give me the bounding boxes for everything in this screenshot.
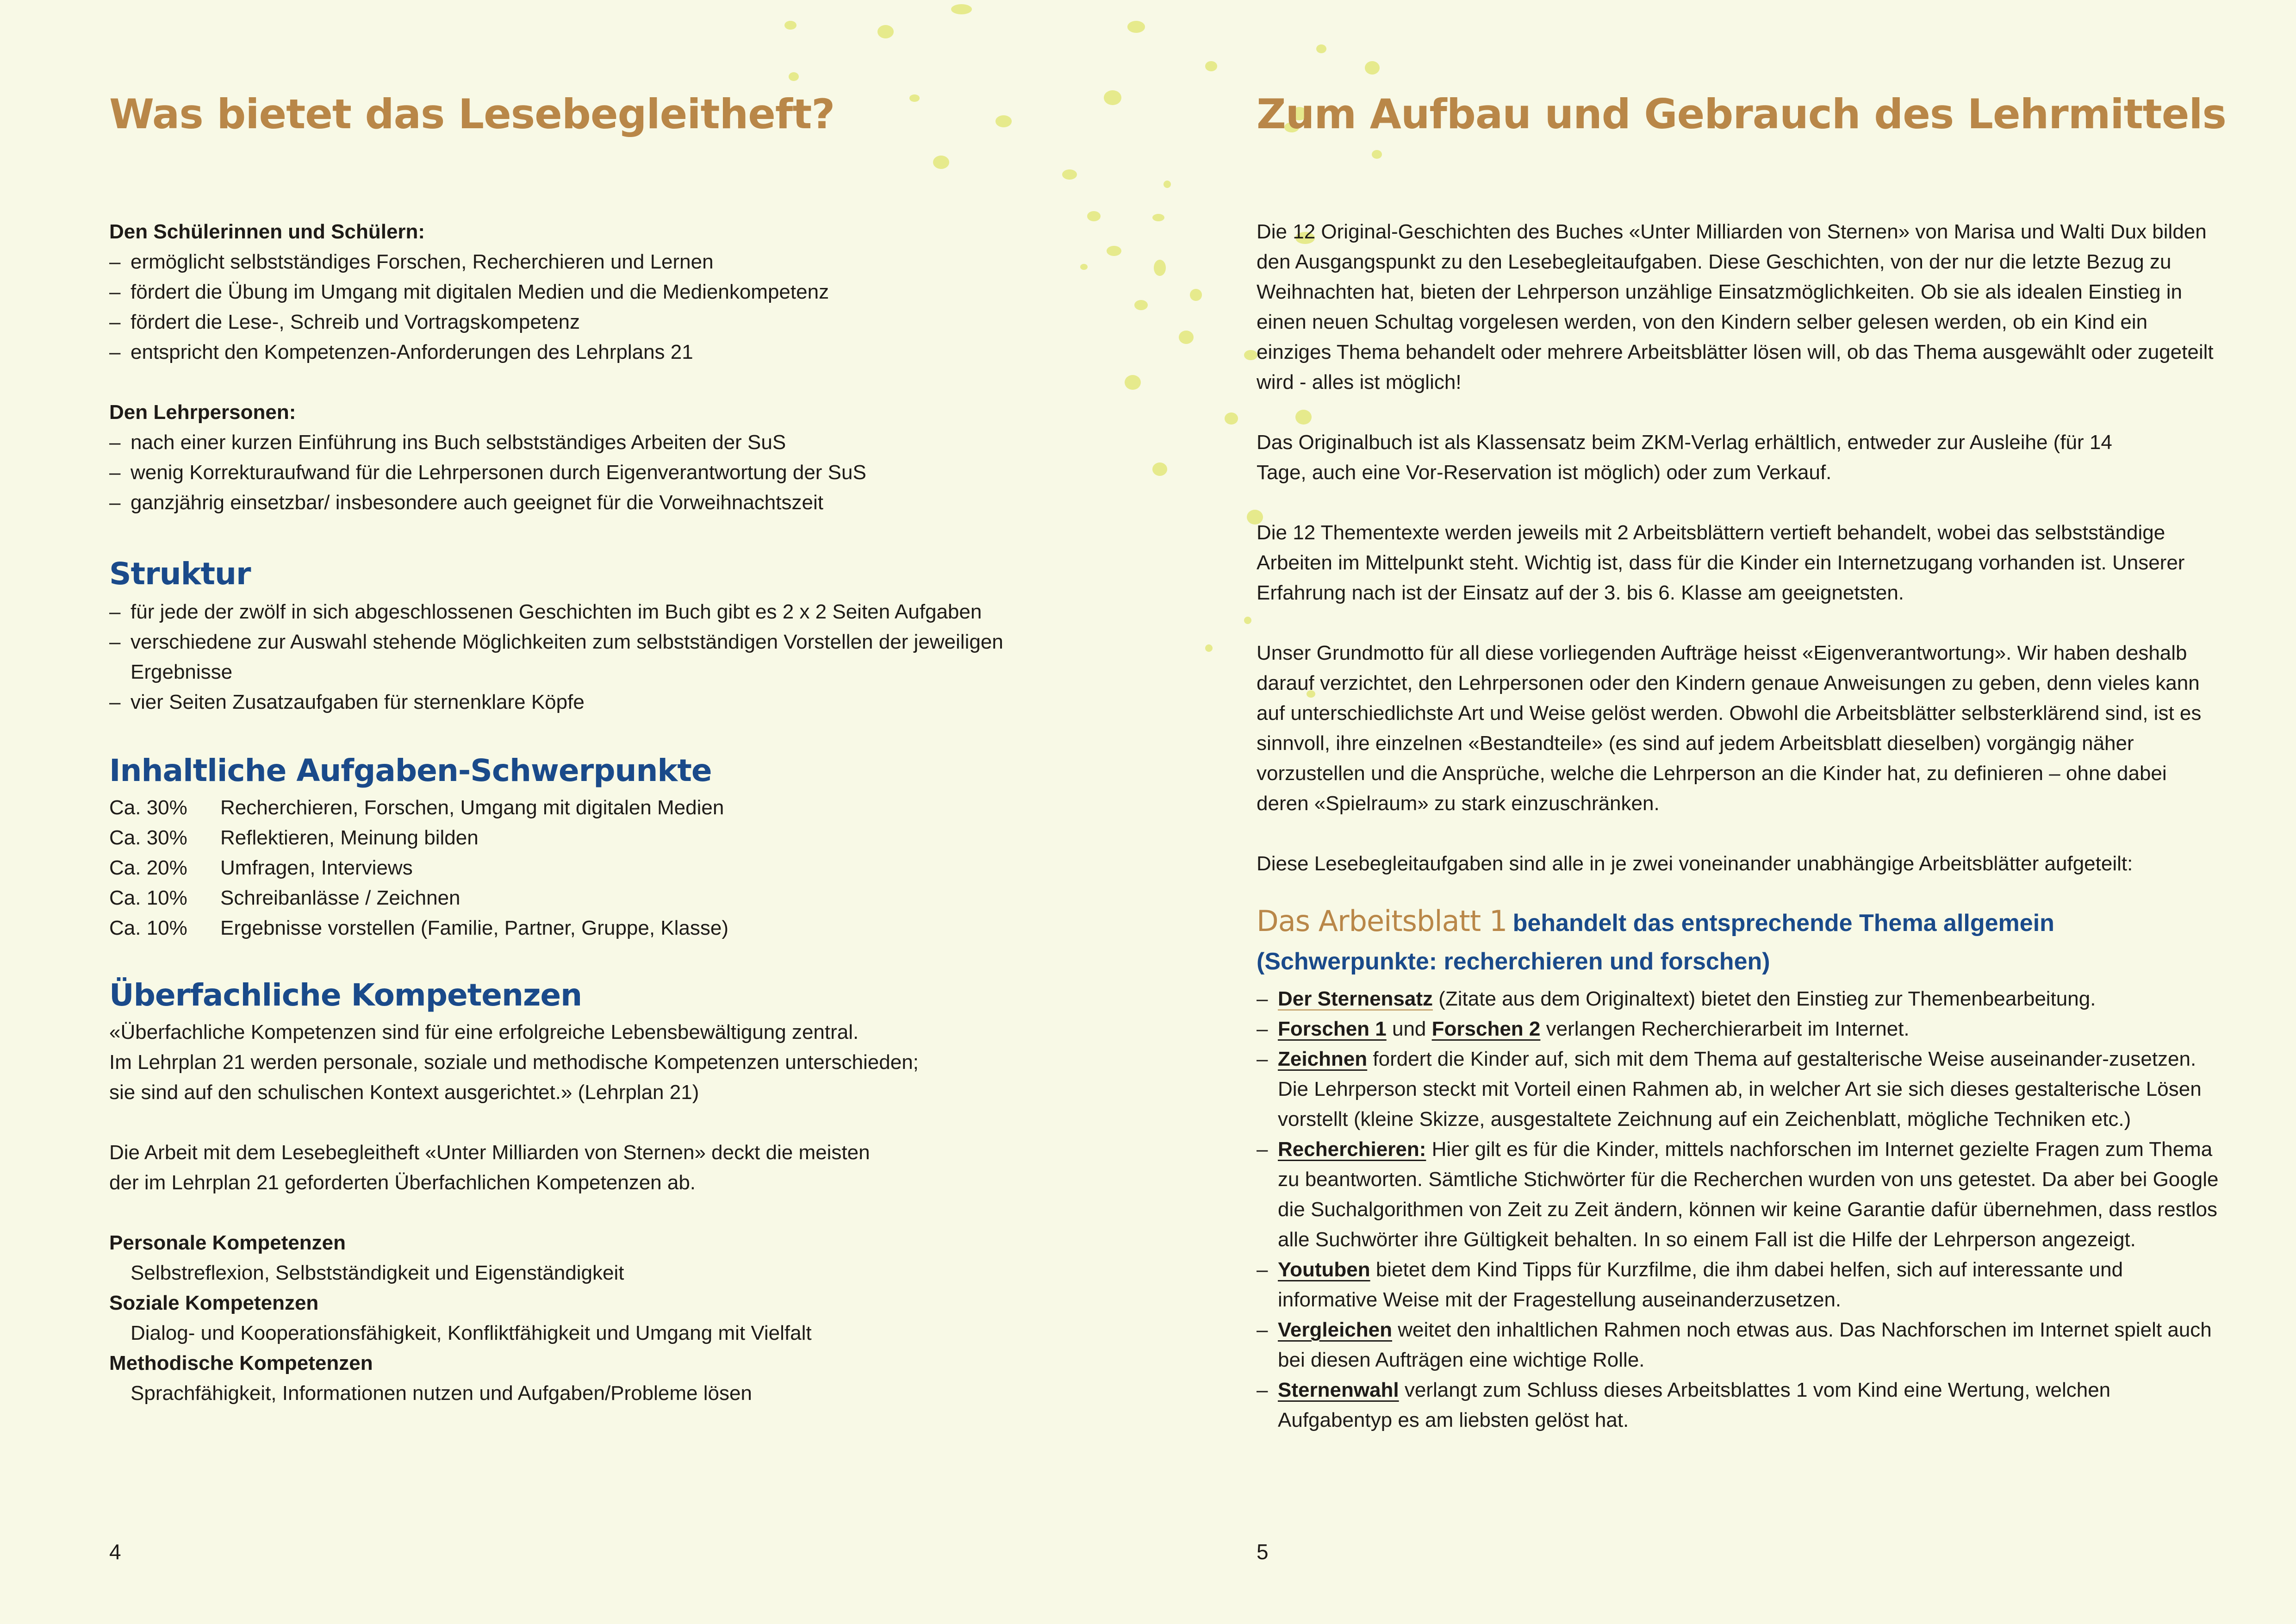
paragraph: Die 12 Thementexte werden jeweils mit 2 Arbeitsblättern vertieft behandelt, wobei das selbstständige Arbeiten im Mittelpunkt steht. Wichtig ist, dass für die Kinder ein Internetzugang vorhanden ist. Unserer Erfahrung nach ist der Einsatz auf der 3. bis 6. Klasse am geeignetsten. (1257, 521, 2185, 604)
component-item (1257, 1014, 2219, 1044)
component-text: weitet den inhaltlichen Rahmen noch etwas aus. Das Nachforschen im Internet spielt auch bei diesen Aufträgen eine wichtige Rolle. (1278, 1318, 2212, 1371)
decorative-dot (1087, 211, 1101, 221)
competence-group-text: Dialog- und Kooperationsfähigkeit, Konfliktfähigkeit und Umgang mit Vielfalt (131, 1322, 812, 1344)
focus-share: Ca. 10% (109, 887, 187, 909)
focus-share: Ca. 30% (109, 826, 187, 849)
structure-list (109, 597, 1081, 717)
decorative-dot (1080, 264, 1088, 270)
competences-section (109, 974, 1081, 1408)
component-text: Hier gilt es für die Kinder, mittels nachforschen im Internet gezielte Fragen zum Thema zu beantworten. Sämtliche Stichwörter für die Recherchen wurden von uns getestet. Da aber bei Google die Suchalgorithmen von Zeit zu Zeit ändern, können wir keine Garantie dafür übernehmen, dass restlos alle Suchwörter ihre Gültigkeit behalten. In so einem Fall ist die Hilfe der Lehrperson angezeigt. (1278, 1138, 2219, 1251)
teachers-list (109, 427, 1081, 518)
competence-group-label: Methodische Kompetenzen (109, 1352, 373, 1374)
competences-quote (109, 1017, 1081, 1107)
focus-row (109, 793, 1081, 823)
component-text: (Zitate aus dem Originaltext) bietet den Einstieg zur Themenbearbeitung. (1433, 987, 2096, 1010)
list-item: – verschiedene zur Auswahl stehende Möglichkeiten zum selbstständigen Vorstellen der jeweiligen Ergebnisse (109, 627, 1047, 687)
benefits-section (109, 217, 1081, 518)
worksheet-section (1257, 903, 2219, 1435)
left-page-title: Was bietet das Lesebegleitheft? (109, 90, 835, 138)
competence-group-label: Personale Kompetenzen (109, 1231, 346, 1254)
focus-table (109, 793, 1081, 943)
left-page (109, 0, 1081, 1624)
decorative-dot (1125, 375, 1141, 390)
page-number: 4 (109, 1540, 121, 1564)
focus-row (109, 883, 1081, 913)
decorative-dot (1134, 300, 1148, 310)
focus-text: Schreibanlässe / Zeichnen (220, 887, 460, 909)
focus-share: Ca. 30% (109, 796, 187, 819)
decorative-dot (1154, 260, 1166, 276)
component-key: Der Sternensatz (1278, 987, 1433, 1010)
decorative-dot (1205, 644, 1213, 652)
competence-group-text: Sprachfähigkeit, Informationen nutzen und Aufgaben/Probleme lösen (131, 1382, 752, 1405)
paragraph: Diese Lesebegleitaufgaben sind alle in je zwei voneinander unabhängige Arbeitsblätter aufgeteilt: (1257, 852, 2133, 875)
decorative-dot (1164, 181, 1171, 188)
right-page-title: Zum Aufbau und Gebrauch des Lehrmittels (1257, 90, 2226, 138)
component-key: Vergleichen (1278, 1318, 1393, 1341)
focus-text: Ergebnisse vorstellen (Familie, Partner, Gruppe, Klasse) (220, 917, 729, 939)
right-page (1257, 0, 2226, 1624)
list-item: – ganzjährig einsetzbar/ insbesondere auch geeignet für die Vorweihnachtszeit (109, 487, 1081, 518)
students-label: Den Schülerinnen und Schülern: (109, 220, 425, 243)
decorative-dot (1179, 331, 1194, 344)
component-item (1257, 1134, 2219, 1255)
quote-line: Im Lehrplan 21 werden personale, soziale und methodische Kompetenzen unterschieden; (109, 1051, 919, 1074)
competences-heading: Überfachliche Kompetenzen (109, 977, 582, 1013)
focus-section (109, 750, 1081, 943)
list-item: – ermöglicht selbstständiges Forschen, Recherchieren und Lernen (109, 247, 1081, 277)
focus-text: Umfragen, Interviews (220, 856, 413, 879)
worksheet-components (1257, 984, 2219, 1435)
component-key: Recherchieren: (1278, 1138, 1426, 1161)
decorative-dot (1190, 289, 1202, 301)
structure-heading: Struktur (109, 556, 251, 592)
focus-row (109, 823, 1081, 853)
component-item (1257, 1375, 2219, 1435)
component-text: verlangen Recherchierarbeit im Internet. (1540, 1018, 1910, 1040)
decorative-dot (1244, 617, 1251, 624)
focus-row (109, 913, 1081, 943)
focus-text: Reflektieren, Meinung bilden (220, 826, 479, 849)
decorative-dot (1152, 462, 1167, 476)
students-list (109, 247, 1081, 367)
decorative-dot (1127, 21, 1145, 33)
focus-row (109, 853, 1081, 883)
focus-share: Ca. 10% (109, 917, 187, 939)
decorative-dot (1225, 412, 1238, 425)
quote-line: sie sind auf den schulischen Kontext ausgerichtet.» (Lehrplan 21) (109, 1081, 699, 1104)
worksheet-focus: (Schwerpunkte: recherchieren und forschen) (1257, 948, 1770, 975)
list-item: – fördert die Lese-, Schreib und Vortragskompetenz (109, 307, 1081, 337)
competence-group-label: Soziale Kompetenzen (109, 1292, 319, 1314)
component-key: Sternenwahl (1278, 1379, 1399, 1401)
quote-line: «Überfachliche Kompetenzen sind für eine erfolgreiche Lebensbewältigung zentral. (109, 1021, 859, 1043)
list-item: – vier Seiten Zusatzaufgaben für sternenklare Köpfe (109, 687, 1081, 717)
summary-line: Die Arbeit mit dem Lesebegleitheft «Unter Milliarden von Sternen» deckt die meisten (109, 1141, 870, 1164)
summary-line: der im Lehrplan 21 geforderten Überfachlichen Kompetenzen ab. (109, 1171, 696, 1194)
component-mid: und (1386, 1018, 1432, 1040)
component-key: Zeichnen (1278, 1048, 1368, 1070)
decorative-dot (1152, 214, 1164, 221)
decorative-dot (1205, 61, 1217, 71)
worksheet-heading (1257, 903, 2219, 943)
focus-heading: Inhaltliche Aufgaben-Schwerpunkte (109, 753, 712, 788)
worksheet-title: Das Arbeitsblatt 1 (1257, 904, 1507, 938)
list-item: – wenig Korrekturaufwand für die Lehrpersonen durch Eigenverantwortung der SuS (109, 457, 1081, 487)
intro-section (1257, 217, 2219, 879)
worksheet-subtitle: behandelt das entsprechende Thema allgemein (1512, 910, 2054, 937)
list-item: – für jede der zwölf in sich abgeschlossenen Geschichten im Buch gibt es 2 x 2 Seiten Aufgaben (109, 597, 1081, 627)
component-item (1257, 984, 2219, 1014)
component-item (1257, 1255, 2219, 1315)
component-text: verlangt zum Schluss dieses Arbeitsblattes 1 vom Kind eine Wertung, welchen Aufgabentyp es am liebsten gelöst hat. (1278, 1379, 2111, 1431)
list-item: – entspricht den Kompetenzen-Anforderungen des Lehrplans 21 (109, 337, 1081, 367)
competences-summary (109, 1137, 1081, 1198)
component-key: Forschen 2 (1431, 1018, 1541, 1040)
list-item: – fördert die Übung im Umgang mit digitalen Medien und die Medienkompetenz (109, 277, 1081, 307)
competence-group-text: Selbstreflexion, Selbstständigkeit und Eigenständigkeit (131, 1262, 624, 1284)
structure-section (109, 553, 1081, 717)
focus-share: Ca. 20% (109, 856, 187, 879)
list-item: – nach einer kurzen Einführung ins Buch selbstständiges Arbeiten der SuS (109, 427, 1081, 457)
component-item (1257, 1044, 2219, 1134)
page-number: 5 (1257, 1540, 1269, 1564)
component-key: Youtuben (1278, 1258, 1370, 1281)
paragraph: Das Originalbuch ist als Klassensatz beim ZKM-Verlag erhältlich, entweder zur Ausleihe (für 14 Tage, auch eine Vor-Reservation ist möglich) oder zum Verkauf. (1257, 431, 2112, 484)
decorative-dot (1244, 350, 1257, 360)
component-item (1257, 1315, 2219, 1375)
decorative-dot (1107, 246, 1121, 256)
paragraph: Unser Grundmotto für all diese vorliegenden Aufträge heisst «Eigenverantwortung». Wir haben deshalb darauf verzichtet, den Lehrpersonen oder den Kindern genaue Anweisungen zu geben, denn vieles kann auf unterschiedlichste Art und Weise gelöst werden. Obwohl die Arbeitsblätter selbsterklärend sind, ist es sinnvoll, ihre einzelnen «Bestandteile» (es sind auf jedem Arbeitsblatt dieselben) vorgängig näher vorzustellen und die Ansprüche, welche die Lehrperson an die Kinder hat, zu definieren – ohne dabei deren «Spielraum» zu stark einzuschränken. (1257, 642, 2202, 815)
paragraph: Die 12 Original-Geschichten des Buches «Unter Milliarden von Sternen» von Marisa und Walti Dux bilden den Ausgangspunkt zu den Lesebegleitaufgaben. Diese Geschichten, von der nur die letzte Bezug zu Weihnachten hat, bieten der Lehrperson unzählige Einsatzmöglichkeiten. Ob sie als idealen Einstieg in einen neuen Schultag vorgelesen werden, von den Kindern selber gelesen werden, ob ein Kind ein einziges Thema behandelt oder mehrere Arbeitsblätter lösen will, ob das Thema ausgewählt oder zugeteilt wird - alles ist möglich! (1257, 220, 2214, 394)
component-text: bietet dem Kind Tipps für Kurzfilme, die ihm dabei helfen, sich auf interessante und informative Weise mit der Fragestellung auseinanderzusetzen. (1278, 1258, 2123, 1311)
competence-groups (109, 1228, 1081, 1408)
component-key: Forschen 1 (1278, 1018, 1387, 1040)
component-text: fordert die Kinder auf, sich mit dem Thema auf gestalterische Weise auseinander-zusetzen. Die Lehrperson steckt mit Vorteil einen Rahmen ab, in welcher Art sie sich dieses gestalterische Lösen vorstellt (kleine Skizze, ausgestaltete Zeichnung auf ein Zeichenblatt, mögliche Techniken etc.) (1278, 1048, 2202, 1131)
teachers-label: Den Lehrpersonen: (109, 401, 296, 424)
focus-text: Recherchieren, Forschen, Umgang mit digitalen Medien (220, 796, 724, 819)
decorative-dot (1104, 90, 1121, 105)
